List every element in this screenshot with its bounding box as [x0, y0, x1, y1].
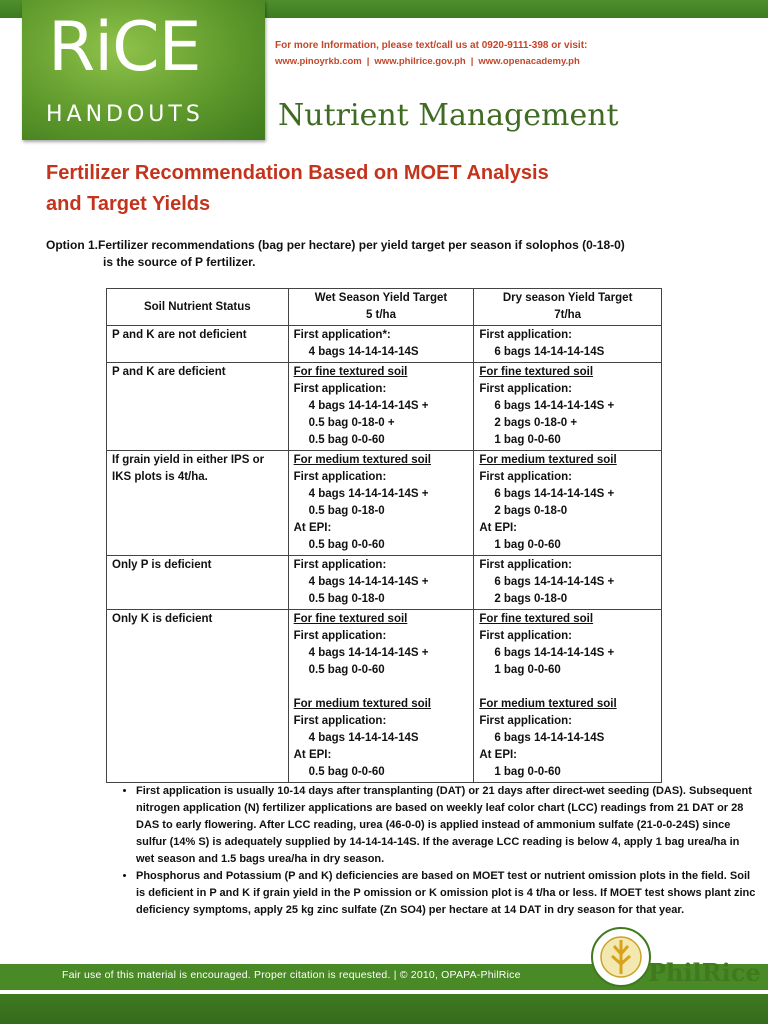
application-label: First application: [479, 471, 572, 483]
cell-wet-season [288, 556, 474, 610]
application-label: First application: [479, 715, 572, 727]
application-label: First application: [293, 383, 387, 395]
table-body [107, 326, 662, 783]
status-text: Only P is deficient [112, 559, 212, 571]
fertilizer-amount: 6 bags 14-14-14-14S [494, 732, 605, 744]
document-title [46, 158, 549, 220]
soil-texture-heading: For fine textured soil [479, 366, 594, 378]
fertilizer-amount: 2 bags 0-18-0 [494, 505, 568, 517]
spacer [294, 679, 469, 696]
application-label: At EPI: [479, 522, 518, 534]
cell-wet-season [288, 610, 474, 783]
table-row [107, 610, 662, 783]
fertilizer-amount: 6 bags 14-14-14-14S + [494, 647, 615, 659]
notes-list [106, 783, 756, 919]
link-openacademy[interactable]: www.openacademy.ph [478, 56, 580, 67]
section-title: Nutrient Management [278, 98, 619, 133]
header-wet-season: Wet Season Yield Target 5 t/ha [288, 289, 474, 326]
fertilizer-amount: 4 bags 14-14-14-14S + [308, 488, 429, 500]
table-row [107, 451, 662, 556]
option-line-2: is the source of P fertilizer. [103, 255, 256, 269]
status-text: If grain yield in either IPS or [112, 454, 265, 466]
cell-wet-season [288, 326, 474, 363]
rice-handouts-logo [22, 0, 265, 140]
link-separator: | [366, 56, 370, 67]
status-text: P and K are not deficient [112, 329, 247, 341]
option-line-1: Option 1.Fertilizer recommendations (bag per hectare) per yield target per season if solophos (0-18-0) [46, 238, 625, 252]
table-header-row [107, 289, 662, 326]
title-line-1: Fertilizer Recommendation Based on MOET Analysis [46, 162, 549, 184]
fertilizer-amount: 0.5 bag 0-18-0 [308, 505, 385, 517]
fertilizer-amount: 0.5 bag 0-0-60 [308, 664, 385, 676]
fertilizer-amount: 4 bags 14-14-14-14S + [308, 400, 429, 412]
cell-dry-season [474, 326, 662, 363]
table-row [107, 363, 662, 451]
fertilizer-amount: 6 bags 14-14-14-14S + [494, 400, 615, 412]
table-row [107, 326, 662, 363]
list-item: • First application is usually 10-14 days after transplanting (DAT) or 21 days after direct-wet seeding (DAS). Subsequent nitrogen application (N) fertilizer applications are based on weekly leaf color chart (LCC) readings from 21 DAT or 28 DAS to early flowering. After LCC reading, urea (46-0-0) is applied instead of ammonium sulfate (21-0-0-24S) since sulfur (14% S) is adequately supplied by 14-14-14-14S. If the average LCC reading is below 4, apply 1 bag urea/ha in wet season and 1.5 bags urea/ha in dry season. [136, 783, 756, 868]
fertilizer-amount: 4 bags 14-14-14-14S + [308, 576, 429, 588]
link-philrice[interactable]: www.philrice.gov.ph [374, 56, 466, 67]
cell-dry-season [474, 363, 662, 451]
footer-text: Fair use of this material is encouraged. Proper citation is requested. | © 2010, OPAPA-PhilRice [62, 969, 521, 981]
contact-info: For more Information, please text/call us at 0920-9111-398 or visit: [275, 40, 588, 51]
cell-soil-status [107, 556, 289, 610]
header-dry-season: Dry season Yield Target 7t/ha [474, 289, 662, 326]
application-label: First application: [293, 715, 387, 727]
cell-dry-season [474, 610, 662, 783]
application-label: At EPI: [293, 749, 332, 761]
soil-texture-heading: For medium textured soil [293, 698, 432, 710]
application-label: First application*: [293, 329, 391, 341]
department-of-agriculture-seal-icon [590, 926, 652, 988]
soil-texture-heading: For fine textured soil [293, 366, 408, 378]
status-text: IKS plots is 4t/ha. [112, 471, 208, 483]
application-label: First application: [293, 630, 387, 642]
fertilizer-amount: 1 bag 0-0-60 [494, 434, 561, 446]
fertilizer-amount: 6 bags 14-14-14-14S + [494, 576, 615, 588]
header-soil-status: Soil Nutrient Status [107, 289, 289, 326]
application-label: At EPI: [479, 749, 518, 761]
fertilizer-amount: 4 bags 14-14-14-14S [308, 732, 419, 744]
fertilizer-amount: 2 bags 0-18-0 [494, 593, 568, 605]
title-line-2: and Target Yields [46, 193, 211, 215]
application-label: First application: [479, 383, 572, 395]
fertilizer-amount: 0.5 bag 0-18-0 + [308, 417, 395, 429]
fertilizer-amount: 0.5 bag 0-0-60 [308, 434, 385, 446]
table-row [107, 556, 662, 610]
cell-soil-status [107, 363, 289, 451]
application-label: At EPI: [293, 522, 332, 534]
application-label: First application: [293, 471, 387, 483]
fertilizer-amount: 0.5 bag 0-0-60 [308, 539, 385, 551]
website-links [275, 56, 580, 67]
cell-soil-status [107, 326, 289, 363]
fertilizer-amount: 0.5 bag 0-0-60 [308, 766, 385, 778]
soil-texture-heading: For fine textured soil [479, 613, 594, 625]
status-text: Only K is deficient [112, 613, 213, 625]
fertilizer-amount: 1 bag 0-0-60 [494, 664, 561, 676]
cell-soil-status [107, 451, 289, 556]
cell-dry-season [474, 451, 662, 556]
soil-texture-heading: For medium textured soil [479, 454, 617, 466]
application-label: First application: [479, 329, 572, 341]
recommendation-table [106, 288, 662, 783]
philrice-logo: PhilRice [648, 958, 761, 987]
footer-band [0, 994, 768, 1024]
logo-subtitle: HANDOUTS [46, 102, 204, 127]
fertilizer-amount: 1 bag 0-0-60 [494, 539, 561, 551]
application-label: First application: [293, 559, 387, 571]
status-text: P and K are deficient [112, 366, 226, 378]
list-item: • Phosphorus and Potassium (P and K) deficiencies are based on MOET test or nutrient omission plots in the field. Soil is deficient in P and K if grain yield in the P omission or K omission plot is 4 t/ha or less. If MOET test shows plant zinc deficiency symptoms, apply 25 kg zinc sulfate (Zn SO4) per hectare at 14 DAT in dry season for that year. [136, 868, 756, 919]
option-description [46, 237, 625, 271]
link-separator: | [470, 56, 474, 67]
fertilizer-amount: 0.5 bag 0-18-0 [308, 593, 385, 605]
fertilizer-amount: 2 bags 0-18-0 + [494, 417, 578, 429]
cell-wet-season [288, 363, 474, 451]
soil-texture-heading: For medium textured soil [479, 698, 617, 710]
cell-soil-status [107, 610, 289, 783]
fertilizer-amount: 6 bags 14-14-14-14S + [494, 488, 615, 500]
soil-texture-heading: For fine textured soil [293, 613, 408, 625]
fertilizer-amount: 4 bags 14-14-14-14S [308, 346, 419, 358]
fertilizer-amount: 6 bags 14-14-14-14S [494, 346, 605, 358]
fertilizer-amount: 4 bags 14-14-14-14S + [308, 647, 429, 659]
soil-texture-heading: For medium textured soil [293, 454, 432, 466]
application-label: First application: [479, 630, 572, 642]
logo-word: RiCE [48, 8, 201, 87]
application-label: First application: [479, 559, 572, 571]
spacer [479, 679, 656, 696]
cell-dry-season [474, 556, 662, 610]
link-pinoyrkb[interactable]: www.pinoyrkb.com [275, 56, 362, 67]
fertilizer-amount: 1 bag 0-0-60 [494, 766, 561, 778]
cell-wet-season [288, 451, 474, 556]
